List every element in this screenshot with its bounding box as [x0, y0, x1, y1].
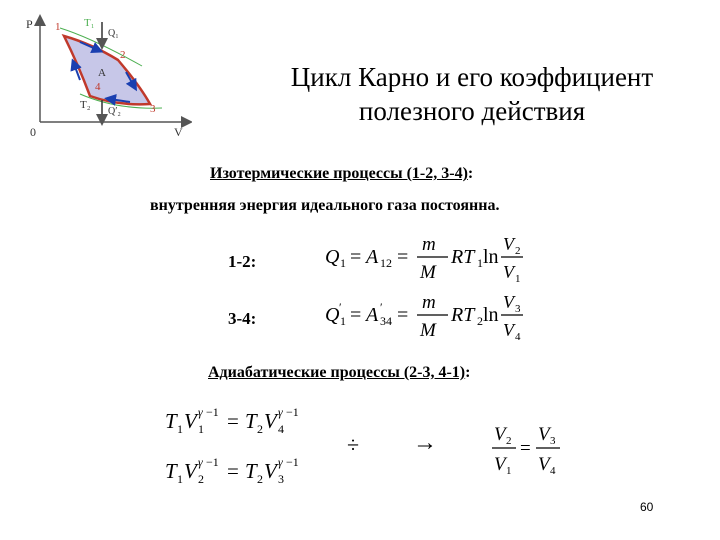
- svg-text:V: V: [503, 234, 514, 254]
- isothermal-heading-text: Изотермические процессы (1-2, 3-4): [210, 165, 468, 182]
- svg-text:3: 3: [515, 303, 521, 315]
- svg-text:ln: ln: [483, 246, 499, 268]
- svg-text:V: V: [184, 409, 197, 433]
- svg-text:−1: −1: [286, 405, 299, 419]
- adiabatic-heading-text: Адиабатические процессы (2-3, 4-1): [208, 364, 466, 381]
- svg-text:3: 3: [278, 472, 284, 486]
- svg-text:=: =: [397, 304, 409, 326]
- point-1-label: 1: [55, 21, 61, 33]
- point-4-label: 4: [95, 81, 101, 93]
- svg-text:3: 3: [550, 435, 556, 447]
- svg-text:4: 4: [278, 422, 284, 436]
- svg-text:2: 2: [198, 472, 204, 486]
- svg-text:ln: ln: [483, 304, 499, 326]
- svg-text:−1: −1: [286, 455, 299, 469]
- adiabatic-heading-colon: :: [465, 364, 471, 381]
- svg-text:12: 12: [380, 256, 392, 270]
- svg-text:V: V: [494, 424, 506, 445]
- heat-in-label: Q₁: [108, 28, 119, 39]
- isothermal-heading: [210, 165, 473, 183]
- svg-text:=: =: [227, 409, 239, 433]
- title-line-1: Цикл Карно и его коэффициент: [290, 62, 654, 92]
- svg-text:−1: −1: [206, 405, 219, 419]
- origin-label: 0: [30, 125, 36, 139]
- svg-text:γ: γ: [198, 455, 203, 469]
- formula-q1-prime: [325, 288, 545, 348]
- volume-ratio-equation: [490, 420, 570, 482]
- svg-text:V: V: [538, 454, 550, 475]
- svg-text:V: V: [184, 459, 197, 483]
- heat-out-label: Q′₂: [108, 106, 121, 117]
- svg-text:2: 2: [515, 245, 521, 257]
- carnot-pv-diagram: [22, 14, 192, 139]
- svg-text:γ: γ: [198, 405, 203, 419]
- svg-text:1: 1: [340, 256, 346, 270]
- isothermal-description: внутренняя энергия идеального газа постоянна.: [150, 197, 500, 214]
- svg-text:T: T: [165, 459, 177, 483]
- svg-text:′: ′: [339, 300, 342, 314]
- svg-text:T: T: [245, 459, 257, 483]
- svg-text:1: 1: [515, 273, 521, 285]
- svg-text:RT: RT: [451, 304, 475, 326]
- svg-text:=: =: [350, 304, 362, 326]
- svg-text:V: V: [503, 262, 514, 282]
- svg-text:V: V: [503, 320, 514, 340]
- adiabatic-equations: [165, 400, 330, 500]
- page-number: 60: [640, 500, 654, 514]
- svg-text:V: V: [264, 459, 277, 483]
- svg-text:M: M: [420, 262, 436, 283]
- adiabatic-heading: [208, 364, 470, 382]
- slide-title: [232, 60, 712, 128]
- implies-arrow: →: [413, 430, 437, 456]
- axis-p-label: P: [26, 17, 33, 31]
- svg-text:2: 2: [257, 472, 263, 486]
- process-1-2-label: 1-2:: [228, 252, 257, 271]
- svg-text:T: T: [245, 409, 257, 433]
- svg-text:2: 2: [257, 422, 263, 436]
- svg-text:RT: RT: [451, 246, 475, 268]
- svg-text:m: m: [422, 292, 436, 313]
- svg-text:1: 1: [506, 465, 512, 477]
- svg-text:A: A: [366, 246, 379, 268]
- temp-low-label: T₂: [80, 99, 91, 111]
- svg-text:m: m: [422, 234, 436, 255]
- svg-text:T: T: [165, 409, 177, 433]
- point-2-label: 2: [120, 49, 126, 61]
- svg-text:γ: γ: [278, 405, 283, 419]
- temp-high-label: T₁: [84, 17, 95, 29]
- svg-text:1: 1: [198, 422, 204, 436]
- svg-text:−1: −1: [206, 455, 219, 469]
- svg-text:=: =: [227, 459, 239, 483]
- point-3-label: 3: [150, 103, 156, 115]
- svg-text:1: 1: [477, 256, 483, 270]
- svg-text:M: M: [420, 320, 436, 341]
- process-3-4-label: 3-4:: [228, 309, 257, 328]
- svg-text:34: 34: [380, 314, 392, 328]
- svg-text:γ: γ: [278, 455, 283, 469]
- svg-text:4: 4: [515, 331, 521, 343]
- svg-text:2: 2: [506, 435, 512, 447]
- svg-text:V: V: [503, 292, 514, 312]
- svg-text:=: =: [350, 246, 362, 268]
- svg-text:Q: Q: [325, 246, 340, 268]
- svg-text:V: V: [494, 454, 506, 475]
- svg-text:4: 4: [550, 465, 556, 477]
- svg-text:A: A: [366, 304, 379, 326]
- formula-q1: [325, 230, 545, 286]
- svg-text:2: 2: [477, 314, 483, 328]
- divide-symbol: ÷: [347, 432, 360, 457]
- svg-text:=: =: [397, 246, 409, 268]
- svg-text:′: ′: [380, 300, 383, 314]
- svg-text:1: 1: [177, 422, 183, 436]
- svg-text:1: 1: [177, 472, 183, 486]
- svg-text:V: V: [264, 409, 277, 433]
- axis-v-label: V: [174, 125, 183, 139]
- svg-text:=: =: [520, 438, 531, 459]
- work-label: A: [98, 67, 106, 79]
- svg-text:Q: Q: [325, 304, 340, 326]
- title-line-2: полезного действия: [358, 96, 586, 126]
- svg-text:1: 1: [340, 314, 346, 328]
- svg-text:V: V: [538, 424, 550, 445]
- isothermal-heading-colon: :: [467, 165, 474, 182]
